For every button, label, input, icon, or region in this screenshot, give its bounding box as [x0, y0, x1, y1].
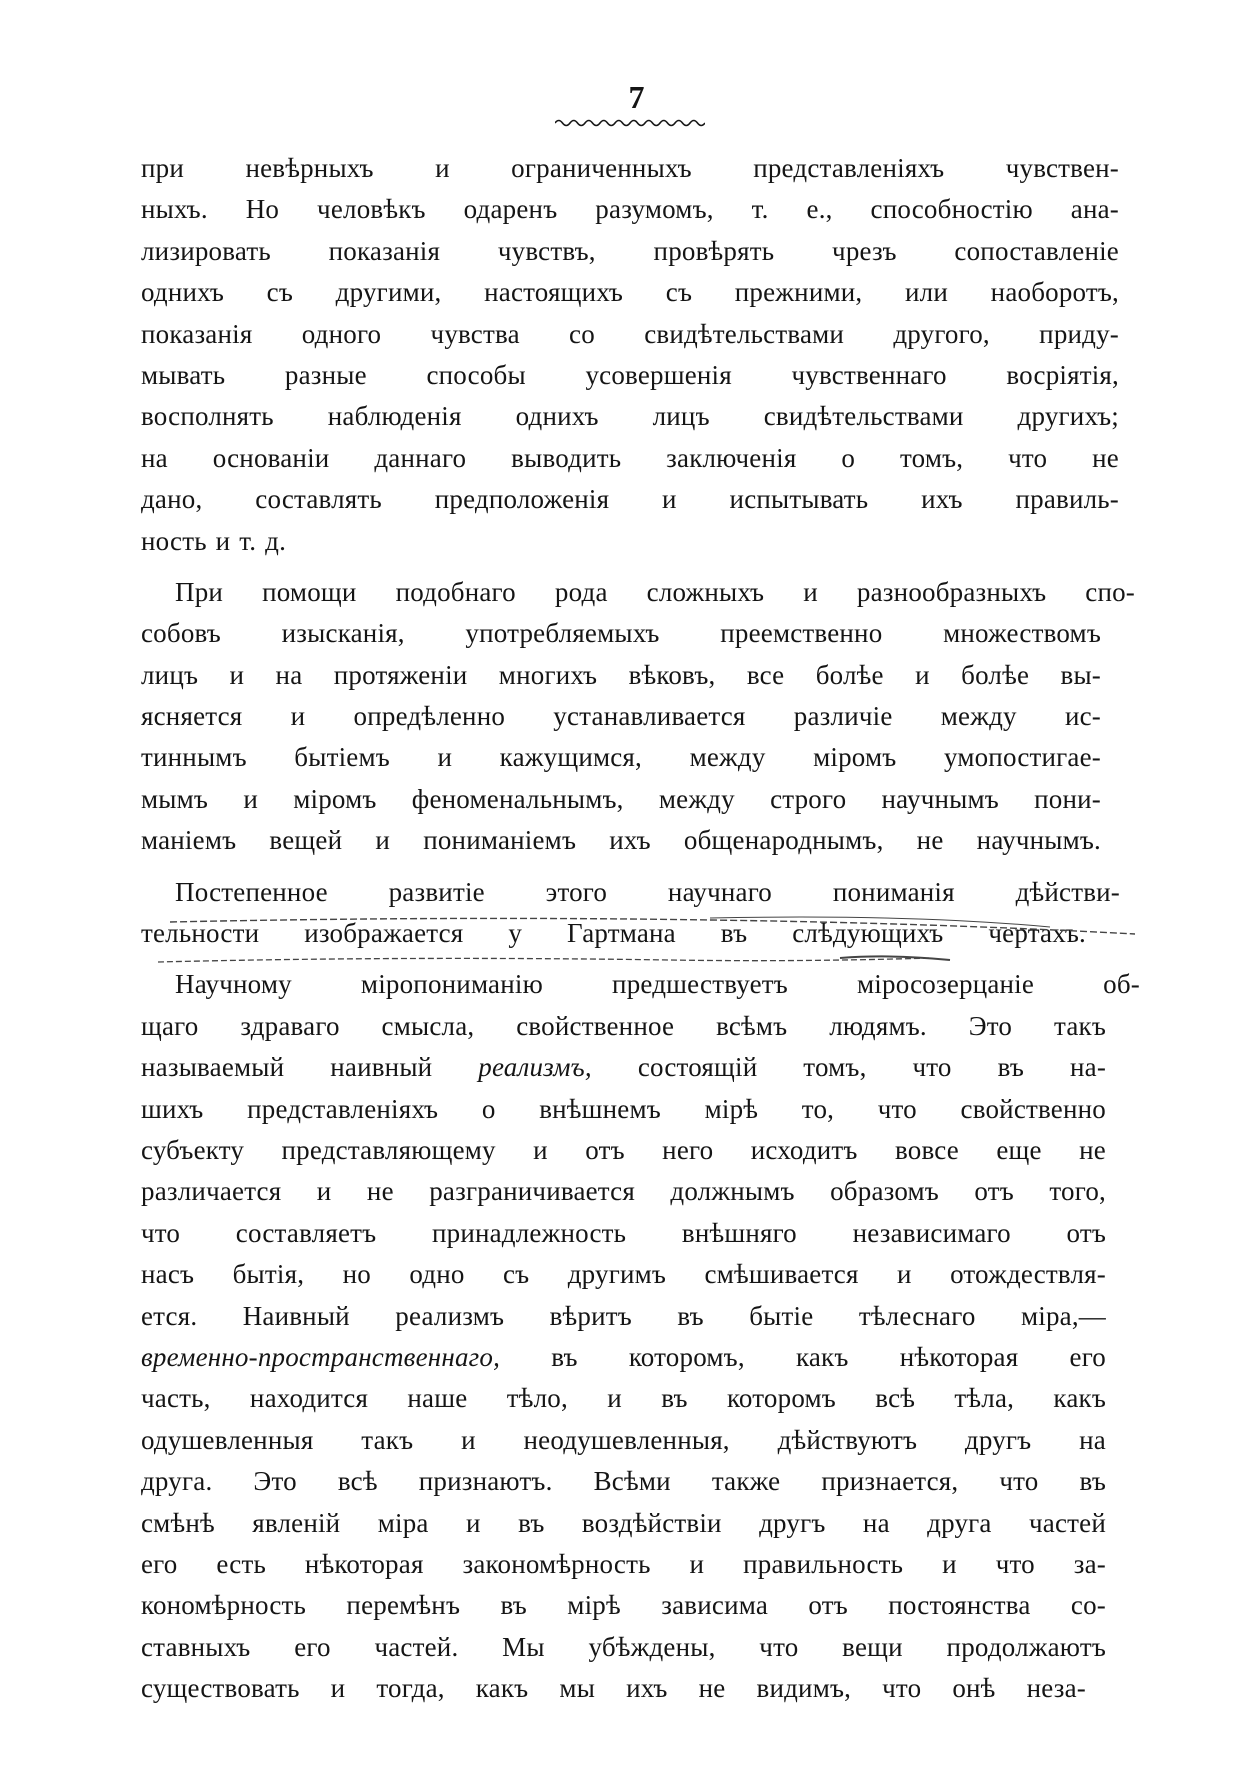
text-line: маніемъ вещей и пониманіемъ ихъ общенароднымъ, не научнымъ. — [141, 825, 1101, 856]
text-line: ется. Наивный реализмъ вѣритъ въ бытіе тѣлеснаго міра,— — [141, 1300, 1106, 1331]
text-segment: въ которомъ, какъ нѣкоторая его — [551, 1341, 1106, 1372]
text-line: существовать и тогда, какъ мы ихъ не видимъ, что онѣ неза- — [141, 1673, 1086, 1704]
text-line: Научному міропониманію предшествуетъ міросозерцаніе об- — [175, 969, 1140, 1000]
text-line: что составляетъ принадлежность внѣшняго независимаго отъ — [141, 1217, 1106, 1248]
text-line: смѣнѣ явленій міра и въ воздѣйствіи другъ на друга частей — [141, 1507, 1106, 1538]
text-line: насъ бытія, но одно съ другимъ смѣшивается и отождествля- — [141, 1259, 1106, 1290]
text-line: различается и не разграничивается должнымъ образомъ отъ того, — [141, 1176, 1106, 1207]
text-line: показанія одного чувства со свидѣтельствами другого, приду- — [141, 318, 1119, 349]
text-line: ставныхъ его частей. Мы убѣждены, что вещи продолжаютъ — [141, 1631, 1106, 1662]
text-line: восполнять наблюденія однихъ лицъ свидѣтельствами другихъ; — [141, 401, 1119, 432]
text-line: его есть нѣкоторая закономѣрность и правильность и что за- — [141, 1548, 1106, 1579]
text-line: друга. Это всѣ признаютъ. Всѣми также признается, что въ — [141, 1466, 1106, 1497]
page-header — [0, 80, 1259, 128]
text-line: Постепенное развитіе этого научнаго пониманія дѣйстви- — [175, 876, 1120, 907]
text-line: однихъ съ другими, настоящихъ съ прежними, или наоборотъ, — [141, 277, 1119, 308]
text-line: дано, составлять предположенія и испытывать ихъ правиль- — [141, 484, 1119, 515]
text-line-with-italic — [141, 1337, 1106, 1378]
italic-term: реализмъ, — [478, 1052, 592, 1083]
text-line: лизировать показанія чувствъ, провѣрять чрезъ сопоставленіе — [141, 235, 1119, 266]
italic-term: временно-пространственнаго, — [141, 1341, 501, 1372]
page-number: 7 — [628, 79, 645, 115]
text-line: часть, находится наше тѣло, и въ которомъ всѣ тѣла, какъ — [141, 1383, 1106, 1414]
body-text — [141, 148, 1140, 1709]
text-line: мымъ и міромъ феноменальнымъ, между строго научнымъ пони- — [141, 783, 1101, 814]
text-line: тиннымъ бытіемъ и кажущимся, между міромъ умопостигае- — [141, 742, 1101, 773]
text-line: тельности изображается у Гартмана въ слѣдующихъ чертахъ. — [141, 918, 1086, 949]
text-line: на основаніи даннаго выводить заключенія о томъ, что не — [141, 442, 1119, 473]
text-line: ность и т. д. — [141, 525, 287, 556]
text-line: ныхъ. Но человѣкъ одаренъ разумомъ, т. е., способностію ана- — [141, 194, 1119, 225]
text-segment: называемый наивный — [141, 1052, 433, 1083]
wavy-rule-ornament — [555, 118, 705, 128]
text-line: щаго здраваго смысла, свойственное всѣмъ людямъ. Это такъ — [141, 1010, 1106, 1041]
text-line: мывать разные способы усовершенія чувственнаго восріятія, — [141, 359, 1119, 390]
text-line: одушевленныя такъ и неодушевленныя, дѣйствуютъ другъ на — [141, 1424, 1106, 1455]
text-line: шихъ представленіяхъ о внѣшнемъ мірѣ то, что свойственно — [141, 1093, 1106, 1124]
text-line: собовъ изысканія, употребляемыхъ преемственно множествомъ — [141, 618, 1101, 649]
text-line: ясняется и опредѣленно устанавливается различіе между ис- — [141, 701, 1101, 732]
text-line: лицъ и на протяженіи многихъ вѣковъ, все болѣе и болѣе вы- — [141, 659, 1101, 690]
text-line: кономѣрность перемѣнъ въ мірѣ зависима отъ постоянства со- — [141, 1590, 1106, 1621]
text-line: При помощи подобнаго рода сложныхъ и разнообразныхъ спо- — [175, 576, 1135, 607]
text-line: при невѣрныхъ и ограниченныхъ представленіяхъ чувствен- — [141, 153, 1119, 183]
text-line-with-italic — [141, 1047, 1106, 1088]
text-line: субъекту представляющему и отъ него исходитъ вовсе еще не — [141, 1134, 1106, 1165]
text-segment: состоящій томъ, что въ на- — [637, 1052, 1106, 1083]
